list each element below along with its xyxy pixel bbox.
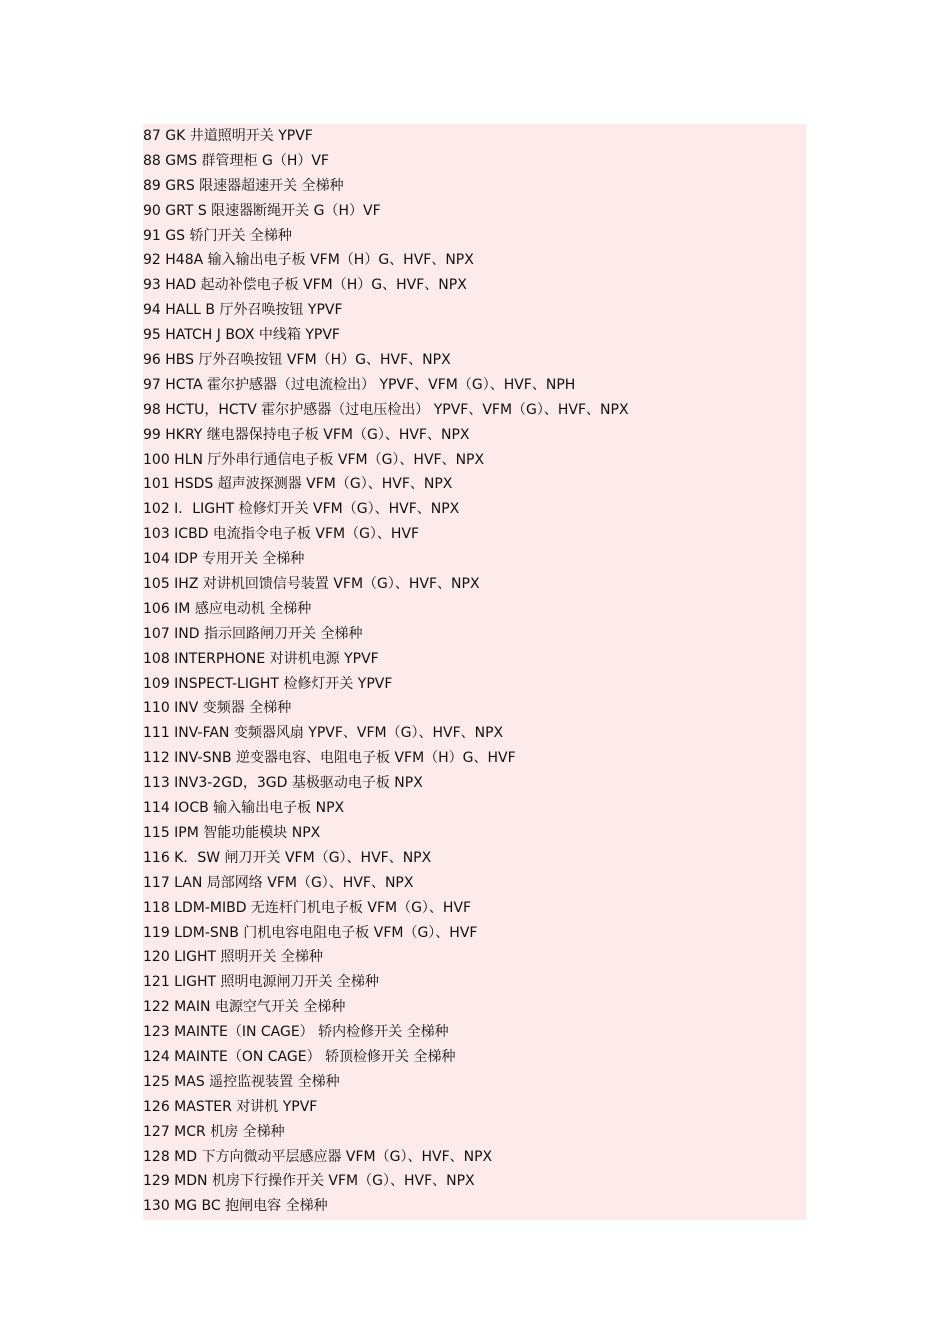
list-item: 121 LIGHT 照明电源闸刀开关 全梯种	[143, 974, 379, 991]
list-item: 102 I．LIGHT 检修灯开关 VFM（G）、HVF、NPX	[143, 501, 460, 518]
list-item: 107 IND 指示回路闸刀开关 全梯种	[143, 625, 363, 642]
highlighted-text-block	[143, 124, 806, 1220]
list-item: 124 MAINTE（ON CAGE） 轿顶检修开关 全梯种	[143, 1048, 456, 1065]
list-item: 108 INTERPHONE 对讲机电源 YPVF	[143, 650, 379, 667]
list-item: 109 INSPECT-LIGHT 检修灯开关 YPVF	[143, 675, 393, 692]
list-item: 98 HCTU，HCTV 霍尔护感器（过电压检出） YPVF、VFM（G）、HVF、NPX	[143, 401, 629, 418]
list-item: 90 GRT S 限速器断绳开关 G（H）VF	[143, 202, 381, 219]
list-item: 87 GK 井道照明开关 YPVF	[143, 128, 313, 144]
abbreviation-list	[143, 124, 629, 1219]
list-item: 122 MAIN 电源空气开关 全梯种	[143, 999, 346, 1016]
list-item: 125 MAS 遥控监视装置 全梯种	[143, 1073, 340, 1090]
list-item: 127 MCR 机房 全梯种	[143, 1123, 285, 1140]
list-item: 106 IM 感应电动机 全梯种	[143, 600, 312, 617]
list-item: 105 IHZ 对讲机回馈信号装置 VFM（G）、HVF、NPX	[143, 576, 480, 593]
list-item: 114 IOCB 输入输出电子板 NPX	[143, 800, 345, 817]
list-item: 95 HATCH J BOX 中线箱 YPVF	[143, 327, 340, 344]
list-item: 128 MD 下方向微动平层感应器 VFM（G）、HVF、NPX	[143, 1148, 493, 1165]
list-item: 112 INV-SNB 逆变器电容、电阻电子板 VFM（H）G、HVF	[143, 750, 516, 767]
list-item: 111 INV-FAN 变频器风扇 YPVF、VFM（G）、HVF、NPX	[143, 725, 504, 742]
list-item: 94 HALL B 厅外召唤按钮 YPVF	[143, 302, 343, 319]
list-item: 92 H48A 输入输出电子板 VFM（H）G、HVF、NPX	[143, 252, 474, 269]
list-item: 120 LIGHT 照明开关 全梯种	[143, 949, 323, 966]
list-item: 130 MG BC 抱闸电容 全梯种	[143, 1198, 328, 1215]
list-item: 118 LDM-MIBD 无连杆门机电子板 VFM（G）、HVF	[143, 899, 472, 916]
list-item: 89 GRS 限速器超速开关 全梯种	[143, 177, 344, 194]
list-item: 100 HLN 厅外串行通信电子板 VFM（G）、HVF、NPX	[143, 451, 485, 468]
list-item: 115 IPM 智能功能模块 NPX	[143, 824, 321, 841]
list-item: 91 GS 轿门开关 全梯种	[143, 227, 292, 244]
list-item: 101 HSDS 超声波探测器 VFM（G）、HVF、NPX	[143, 476, 453, 493]
list-item: 123 MAINTE（IN CAGE） 轿内检修开关 全梯种	[143, 1024, 449, 1041]
list-item: 116 K．SW 闸刀开关 VFM（G）、HVF、NPX	[143, 849, 432, 866]
list-item: 97 HCTA 霍尔护感器（过电流检出） YPVF、VFM（G）、HVF、NPH	[143, 376, 576, 393]
list-item: 119 LDM-SNB 门机电容电阻电子板 VFM（G）、HVF	[143, 924, 478, 941]
list-item: 110 INV 变频器 全梯种	[143, 700, 292, 717]
list-item: 129 MDN 机房下行操作开关 VFM（G）、HVF、NPX	[143, 1173, 475, 1190]
list-item: 88 GMS 群管理柜 G（H）VF	[143, 152, 329, 169]
list-item: 99 HKRY 继电器保持电子板 VFM（G）、HVF、NPX	[143, 426, 470, 443]
list-item: 117 LAN 局部网络 VFM（G）、HVF、NPX	[143, 874, 414, 891]
list-item: 113 INV3-2GD，3GD 基极驱动电子板 NPX	[143, 775, 423, 792]
list-item: 126 MASTER 对讲机 YPVF	[143, 1098, 318, 1115]
list-item: 104 IDP 专用开关 全梯种	[143, 551, 305, 568]
list-item: 103 ICBD 电流指令电子板 VFM（G）、HVF	[143, 526, 420, 543]
list-item: 93 HAD 起动补偿电子板 VFM（H）G、HVF、NPX	[143, 277, 467, 294]
list-item: 96 HBS 厅外召唤按钮 VFM（H）G、HVF、NPX	[143, 352, 451, 369]
